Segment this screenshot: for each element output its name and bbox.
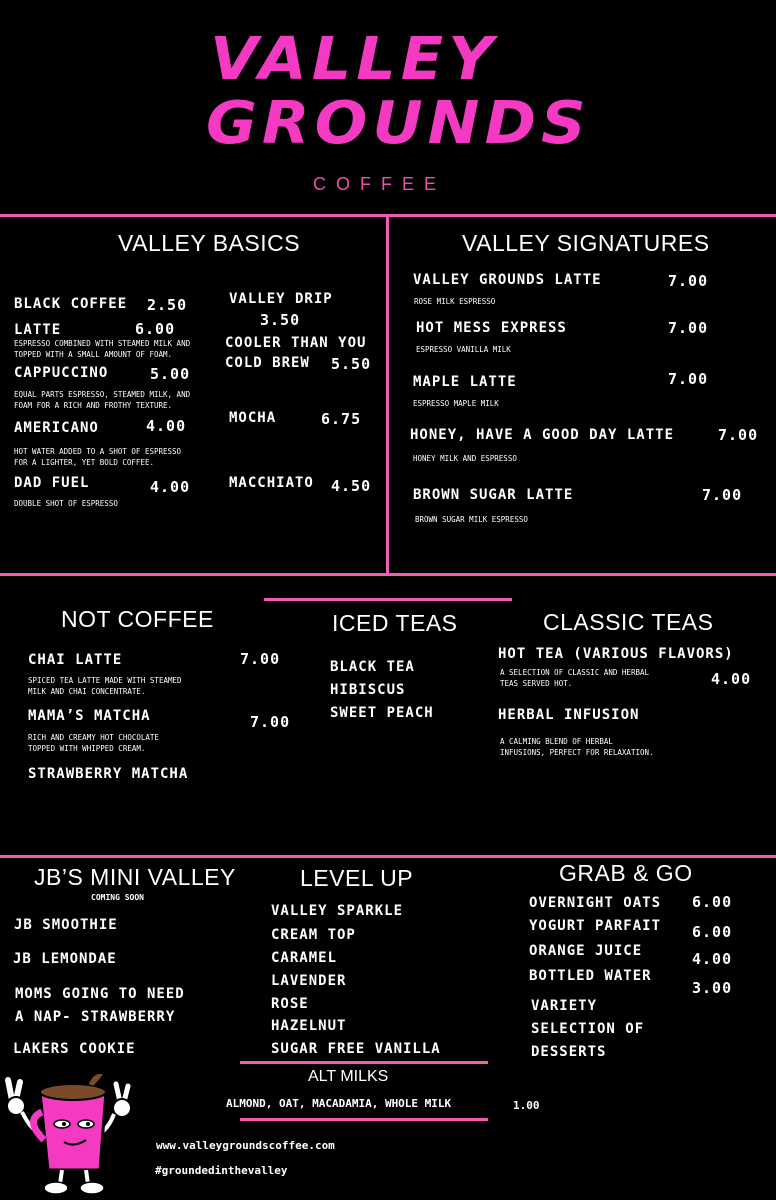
menu-item: VALLEY DRIP [229,291,333,307]
menu-item: HAZELNUT [271,1018,347,1034]
footer-hashtag: #groundedinthevalley [155,1164,288,1177]
menu-item: VALLEY GROUNDS LATTE [413,272,602,288]
menu-price: 6.00 [135,320,176,338]
alt-milks-price: 1.00 [513,1099,540,1112]
divider-bottom [0,855,776,858]
logo-line-1: VALLEY [210,23,499,94]
menu-price: 5.50 [331,355,372,373]
menu-desc: BROWN SUGAR MILK ESPRESSO [415,515,528,524]
menu-item: ORANGE JUICE [529,943,643,959]
divider-iced [264,598,512,601]
alt-milks-list: ALMOND, OAT, MACADAMIA, WHOLE MILK [226,1097,452,1110]
menu-item: MOCHA [229,410,277,426]
menu-desc: ESPRESSO MAPLE MILK [413,399,499,408]
menu-desc: HONEY MILK AND ESPRESSO [413,454,517,463]
menu-desc: INFUSIONS, PERFECT FOR RELAXATION. [500,748,654,757]
menu-price: 7.00 [668,272,709,290]
menu-item: DAD FUEL [14,475,90,491]
alt-milks-heading: ALT MILKS [308,1068,389,1085]
divider-alt-top [240,1061,488,1064]
menu-item: DESSERTS [531,1044,607,1060]
menu-price: 4.00 [692,950,733,968]
menu-price: 5.00 [150,365,191,383]
menu-item: SELECTION OF [531,1021,645,1037]
menu-item: COOLER THAN YOU [225,335,367,351]
menu-price: 3.00 [692,979,733,997]
menu-desc: EQUAL PARTS ESPRESSO, STEAMED MILK, AND [14,390,191,399]
menu-price: 6.00 [692,893,733,911]
menu-price: 7.00 [702,486,743,504]
divider-middle [0,573,776,576]
menu-desc: RICH AND CREAMY HOT CHOCOLATE [28,733,159,742]
menu-price: 7.00 [718,426,759,444]
menu-item: BLACK COFFEE [14,296,128,312]
divider-vertical [386,214,389,576]
menu-item: SWEET PEACH [330,705,434,721]
menu-item: VALLEY SPARKLE [271,903,404,919]
menu-item: MAPLE LATTE [413,374,517,390]
coming-soon-note: COMING SOON [91,893,144,902]
menu-item: COLD BREW [225,355,310,371]
level-up-heading: LEVEL UP [300,865,414,891]
menu-item: ROSE [271,996,309,1012]
coffee-cup-mascot-icon [2,1062,137,1197]
menu-item: LATTE [14,322,62,338]
mini-valley-heading: JB’S MINI VALLEY [34,864,236,890]
menu-item: JB SMOOTHIE [14,917,118,933]
menu-desc: SPICED TEA LATTE MADE WITH STEAMED [28,676,182,685]
menu-price: 4.00 [146,417,187,435]
menu-desc: A CALMING BLEND OF HERBAL [500,737,613,746]
menu-desc: TOPPED WITH WHIPPED CREAM. [28,744,146,753]
menu-desc: MILK AND CHAI CONCENTRATE. [28,687,146,696]
menu-price: 4.00 [711,670,752,688]
menu-item: LAVENDER [271,973,347,989]
menu-item: YOGURT PARFAIT [529,918,662,934]
menu-price: 4.00 [150,478,191,496]
grab-go-heading: GRAB & GO [559,860,693,886]
footer-website: www.valleygroundscoffee.com [156,1139,335,1152]
menu-desc: ESPRESSO VANILLA MILK [416,345,511,354]
menu-item: HIBISCUS [330,682,406,698]
menu-item: JB LEMONDAE [13,951,117,967]
menu-desc: FOAM FOR A RICH AND FROTHY TEXTURE. [14,401,173,410]
menu-desc: TEAS SERVED HOT. [500,679,573,688]
menu-item: MACCHIATO [229,475,314,491]
menu-price: 6.00 [692,923,733,941]
menu-desc: DOUBLE SHOT OF ESPRESSO [14,499,118,508]
brand-subtitle: COFFEE [313,174,447,194]
menu-desc: ROSE MILK ESPRESSO [414,297,496,306]
menu-item: BOTTLED WATER [529,968,652,984]
menu-price: 7.00 [250,713,291,731]
menu-item: AMERICANO [14,420,99,436]
menu-desc: A SELECTION OF CLASSIC AND HERBAL [500,668,650,677]
menu-item: CREAM TOP [271,927,356,943]
menu-item: LAKERS COOKIE [13,1041,136,1057]
menu-item: MAMA’S MATCHA [28,708,151,724]
iced-teas-heading: ICED TEAS [332,610,458,636]
menu-item: CAPPUCCINO [14,365,109,381]
menu-item: MOMS GOING TO NEED [15,986,185,1002]
menu-item: SUGAR FREE VANILLA [271,1041,441,1057]
menu-item: VARIETY [531,998,598,1014]
menu-item: HOT TEA (VARIOUS FLAVORS) [498,646,734,662]
menu-desc: HOT WATER ADDED TO A SHOT OF ESPRESSO [14,447,182,456]
valley-signatures-heading: VALLEY SIGNATURES [462,230,710,256]
menu-item: HERBAL INFUSION [498,707,640,723]
divider-alt-bottom [240,1118,488,1121]
menu-desc: TOPPED WITH A SMALL AMOUNT OF FOAM. [14,350,173,359]
menu-item: CARAMEL [271,950,338,966]
menu-price: 7.00 [240,650,281,668]
menu-item: HOT MESS EXPRESS [416,320,567,336]
menu-item: STRAWBERRY MATCHA [28,766,189,782]
logo-line-2: GROUNDS [206,87,591,158]
classic-teas-heading: CLASSIC TEAS [543,609,714,635]
not-coffee-heading: NOT COFFEE [61,606,214,632]
menu-price: 7.00 [668,370,709,388]
menu-item: BLACK TEA [330,659,415,675]
menu-price: 6.75 [321,410,362,428]
menu-price: 7.00 [668,319,709,337]
menu-price: 4.50 [331,477,372,495]
menu-item: A NAP- STRAWBERRY [15,1009,176,1025]
menu-item: CHAI LATTE [28,652,123,668]
menu-desc: FOR A LIGHTER, YET BOLD COFFEE. [14,458,154,467]
menu-desc: ESPRESSO COMBINED WITH STEAMED MILK AND [14,339,191,348]
menu-price: 3.50 [260,311,301,329]
menu-item: HONEY, HAVE A GOOD DAY LATTE [410,427,675,443]
menu-price: 2.50 [147,296,188,314]
menu-item: BROWN SUGAR LATTE [413,487,574,503]
menu-item: OVERNIGHT OATS [529,895,662,911]
valley-basics-heading: VALLEY BASICS [118,230,301,256]
